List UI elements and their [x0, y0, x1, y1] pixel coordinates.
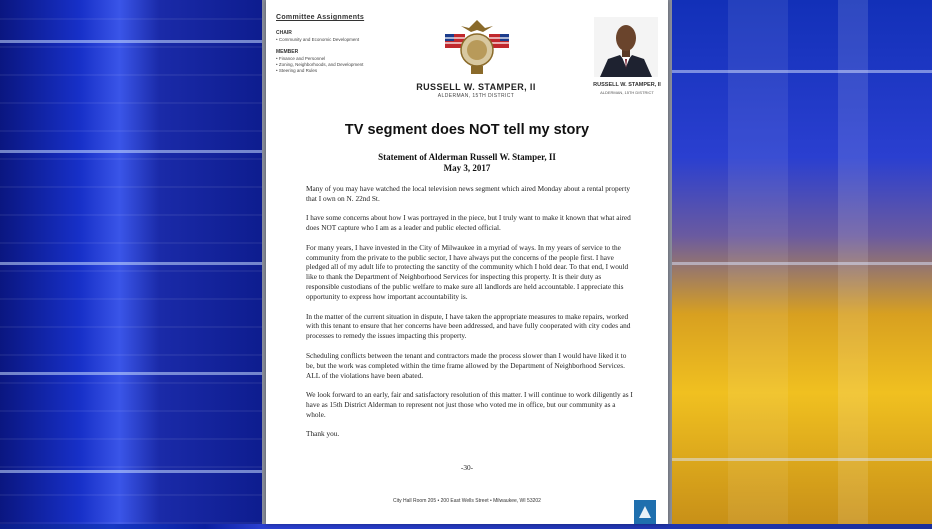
background-streak — [668, 262, 932, 265]
city-logo-icon — [634, 500, 656, 524]
background-streak — [0, 470, 266, 473]
photo-caption-name: RUSSELL W. STAMPER, II — [593, 82, 661, 88]
background-streak — [668, 458, 932, 461]
background-streak — [668, 70, 932, 73]
logo-mark-icon — [634, 500, 656, 524]
alderman-photo — [594, 17, 658, 77]
paragraph: In the matter of the current situation in dispute, I have taken the appropriate measures to make repairs, worked with this tenant to ensure that her concerns have been addressed, and have fully cooperated with city codes and processes to remedy the issues impacting this property. — [306, 311, 631, 341]
photo-caption-title: ALDERMAN, 15TH DISTRICT — [600, 90, 654, 95]
statement-date: May 3, 2017 — [443, 163, 491, 173]
document-frame-right — [668, 0, 672, 524]
press-statement-document — [266, 0, 668, 524]
end-mark: -30- — [460, 463, 474, 472]
portrait-image — [594, 17, 658, 77]
letterhead — [276, 14, 661, 104]
background-streak — [0, 372, 266, 375]
paragraph: For many years, I have invested in the City of Milwaukee in a myriad of ways. In my years of service to the community from the private to the public sector, I have always put the concerns of the people first. I have pledged all of my adult life to protecting the sanctity of the community which I hold dear. To that end, I would like to thank the Department of Neighborhood Services for inspecting this property. It is their duty as responsible custodians of the public welfare to make sure all landlords are held accountable. I appreciate this opportunity to express how important accountability is. — [306, 242, 629, 302]
paragraph: Many of you may have watched the local television news segment which aired Monday about a rental property that I own on N. 22nd St. — [306, 184, 631, 203]
paragraph: I have some concerns about how I was portrayed in the piece, but I truly want to make it known that what aired does NOT capture who I am as a leader and public elected official. — [306, 213, 631, 233]
headline: TV segment does NOT tell my story — [344, 122, 590, 138]
member-heading: MEMBER — [276, 49, 299, 55]
committee-assignments-title: Committee Assignments — [276, 14, 365, 21]
background-streak — [0, 150, 266, 153]
paragraph: Scheduling conflicts between the tenant and contractors made the process slower than I would have liked it to be, but the work was completed within the time frame allowed by the Department of Neighborhood Services. ALL of the violations have been abated. — [306, 350, 627, 380]
member-item: • Zoning, Neighborhoods, and Development — [276, 62, 364, 67]
statement-byline: Statement of Alderman Russell W. Stamper, II — [378, 152, 556, 162]
background-left-panel — [0, 0, 266, 524]
background-streak — [0, 262, 266, 265]
alderman-name: RUSSELL W. STAMPER, II — [416, 82, 536, 92]
statement-body — [306, 184, 636, 449]
paragraph: Thank you. — [306, 429, 340, 439]
background-right-panel — [668, 0, 932, 524]
alderman-title: ALDERMAN, 15TH DISTRICT — [437, 93, 515, 99]
city-seal-icon — [441, 16, 513, 78]
footer-address: City Hall Room 205 • 200 East Wells Street • Milwaukee, WI 53202 — [393, 498, 541, 504]
background-streak — [0, 40, 266, 43]
chair-heading: CHAIR — [276, 30, 292, 36]
member-item: • Steering and Rules — [276, 68, 318, 73]
member-item: • Finance and Personnel — [276, 56, 326, 61]
paragraph: We look forward to an early, fair and satisfactory resolution of this matter. I will continue to work diligently as I have as 15th District Alderman to represent not just those who voted me in office, but our community as a whole. — [306, 390, 633, 419]
chair-item: • Community and Economic Development — [276, 37, 360, 42]
